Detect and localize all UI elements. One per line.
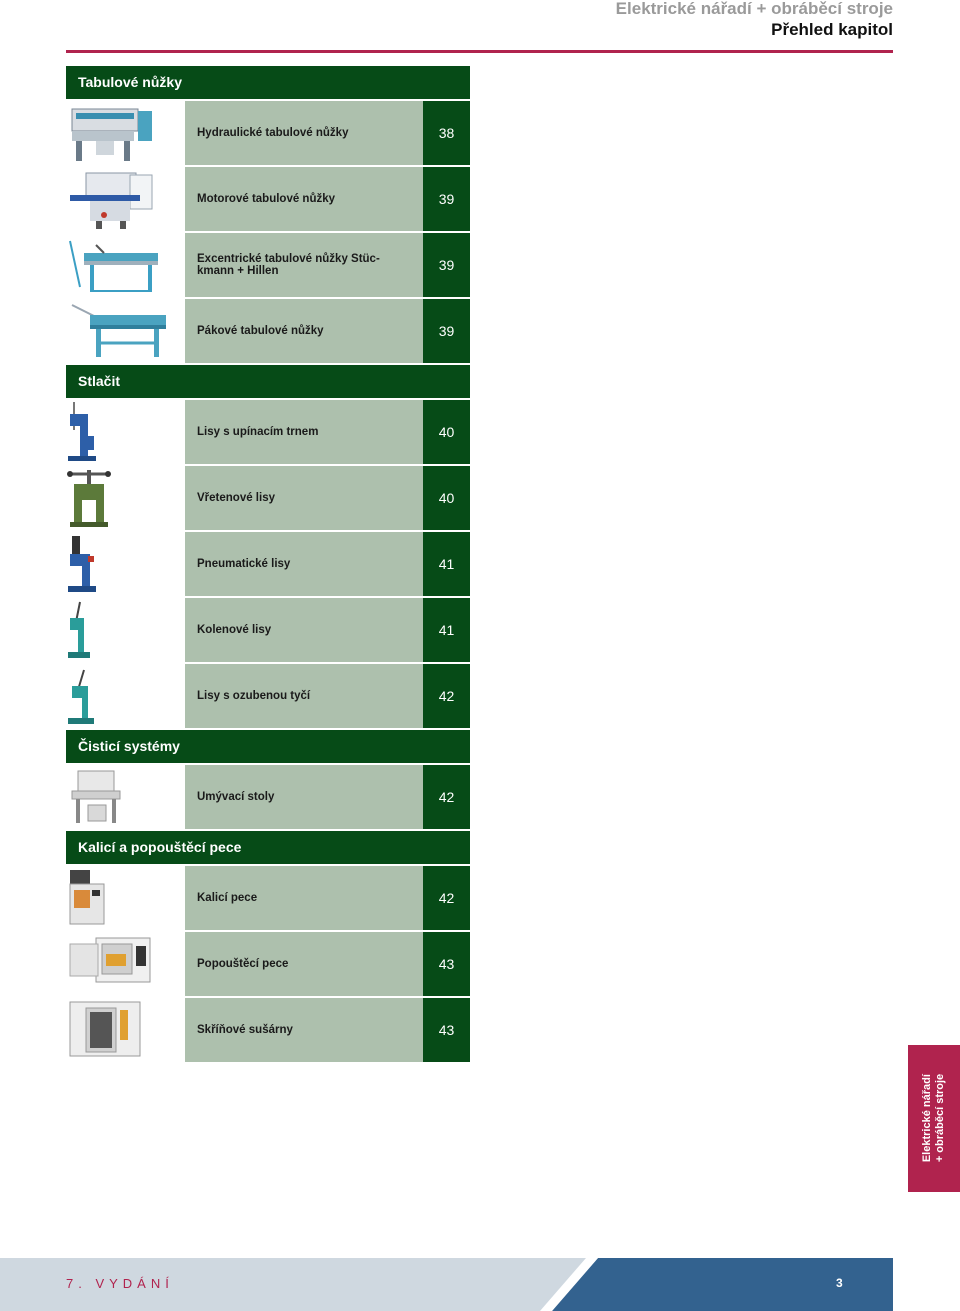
toc-item-label: Popouštěcí pece [185, 932, 423, 996]
header-subtitle: Elektrické nářadí + obráběcí stroje [615, 0, 893, 18]
cabinet-dryer-icon [66, 998, 185, 1062]
toc-row[interactable] [66, 932, 470, 996]
toc-page-number: 42 [423, 664, 470, 728]
toc-page-number: 43 [423, 932, 470, 996]
toc-row[interactable] [66, 664, 470, 728]
section-heading-presses: Stlačit [66, 365, 470, 398]
toc-page-number: 39 [423, 167, 470, 231]
toc-page-number: 38 [423, 101, 470, 165]
toc-page-number: 41 [423, 532, 470, 596]
toc-item-label: Vřetenové lisy [185, 466, 423, 530]
screw-press-icon [66, 466, 185, 530]
toc-page-number: 41 [423, 598, 470, 662]
toc-row[interactable] [66, 167, 470, 231]
toc-row[interactable] [66, 998, 470, 1062]
eccentric-shear-icon [66, 233, 185, 297]
header-divider [66, 50, 893, 53]
washing-table-icon [66, 765, 185, 829]
toc-page-number: 39 [423, 233, 470, 297]
toc-page-number: 43 [423, 998, 470, 1062]
hydraulic-shear-icon [66, 101, 185, 165]
toc-item-label: Lisy s ozubenou tyčí [185, 664, 423, 728]
toc-row[interactable] [66, 101, 470, 165]
toc-item-label: Pákové tabulové nůžky [185, 299, 423, 363]
side-tab-line-2: + obráběcí stroje [934, 1073, 946, 1163]
toc-row[interactable] [66, 598, 470, 662]
edition-label: 7. VYDÁNÍ [66, 1276, 174, 1291]
toc-page-number: 39 [423, 299, 470, 363]
rack-press-icon [66, 664, 185, 728]
toc-page-number: 42 [423, 765, 470, 829]
page-header [616, 0, 893, 40]
toc-item-label: Pneumatické lisy [185, 532, 423, 596]
arbor-press-icon [66, 400, 185, 464]
toc-row[interactable] [66, 466, 470, 530]
page-number: 3 [836, 1276, 843, 1290]
hardening-furnace-icon [66, 866, 185, 930]
toc-item-label: Hydraulické tabulové nůžky [185, 101, 423, 165]
toggle-press-icon [66, 598, 185, 662]
side-tab-label [921, 1074, 947, 1162]
pneumatic-press-icon [66, 532, 185, 596]
toc-item-label: Excentrické tabulové nůžky Stüc-kmann + Hillen [185, 233, 423, 297]
toc-item-label: Lisy s upínacím trnem [185, 400, 423, 464]
toc-page-number: 42 [423, 866, 470, 930]
section-heading-shears: Tabulové nůžky [66, 66, 470, 99]
toc-row[interactable] [66, 233, 470, 297]
chapter-overview-table [66, 66, 470, 1064]
toc-page-number: 40 [423, 400, 470, 464]
toc-row[interactable] [66, 866, 470, 930]
toc-item-label: Kolenové lisy [185, 598, 423, 662]
toc-item-label: Skříňové sušárny [185, 998, 423, 1062]
toc-row[interactable] [66, 532, 470, 596]
toc-row[interactable] [66, 765, 470, 829]
toc-page-number: 40 [423, 466, 470, 530]
toc-item-label: Umývací stoly [185, 765, 423, 829]
side-tab-line-1: Elektrické nářadí [921, 1074, 933, 1163]
toc-row[interactable] [66, 299, 470, 363]
motor-shear-icon [66, 167, 185, 231]
lever-shear-icon [66, 299, 185, 363]
chapter-side-tab[interactable] [908, 1045, 960, 1192]
header-title: Přehled kapitol [771, 20, 893, 39]
toc-item-label: Kalicí pece [185, 866, 423, 930]
tempering-oven-icon [66, 932, 185, 996]
toc-item-label: Motorové tabulové nůžky [185, 167, 423, 231]
toc-row[interactable] [66, 400, 470, 464]
section-heading-furnaces: Kalicí a popouštěcí pece [66, 831, 470, 864]
section-heading-cleaning: Čisticí systémy [66, 730, 470, 763]
